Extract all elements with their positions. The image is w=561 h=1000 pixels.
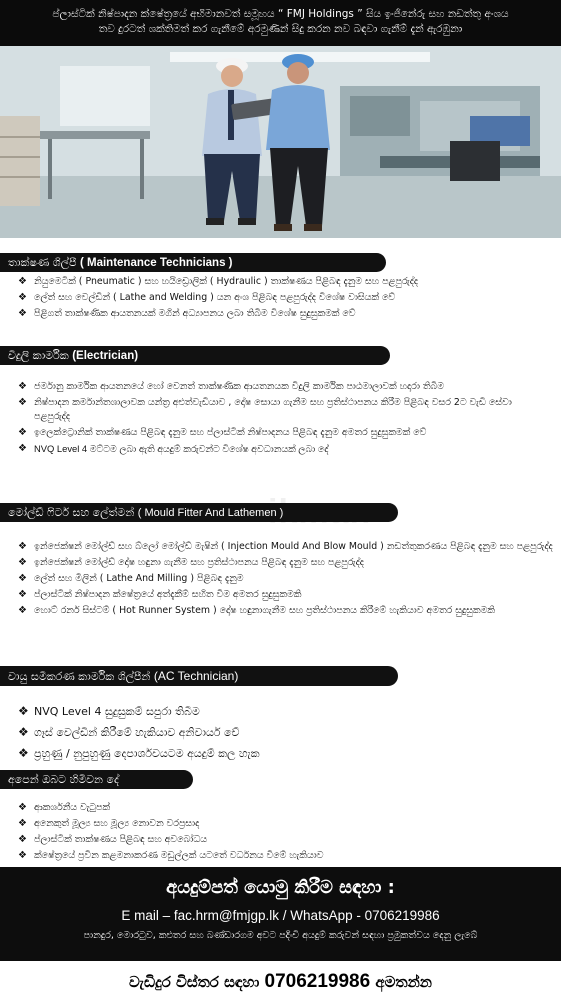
diamond-bullet-icon: ❖ (18, 589, 27, 600)
mould-title-en: ( Mould Fitter And Lathemen ) (137, 507, 284, 519)
list-item: ❖ ඉන්ජෙක්ෂන් මෝල්ඩ් දෝෂ හඳුනා ගැනීම සහ ප්‍රතිස්ථාපනය පිළිබඳ දැනුම සහ පළපුරුද්ද (18, 557, 364, 568)
list-item: ❖ ලේත් සහ මිලින් ( Lathe And Milling ) පිළිබඳ දැනුම (18, 573, 244, 584)
diamond-bullet-icon: ❖ (18, 381, 27, 392)
mould-list (18, 540, 554, 620)
header-line-2: තව දුරටත් ශක්තිමත් කර ගැනීමේ අරමුණින් සිදු කරන නව බඳවා ගැනීම් දැන් ඇරඹුනා (98, 23, 463, 35)
list-item: ❖ පිළිගත් තාක්ෂණික ආයතනයක් මගින් අධ්‍යාපනය ලබා තිබීම විශේෂ සුදුසුකමක් වේ (18, 308, 356, 319)
section-title-electrician (0, 346, 390, 365)
call-line (0, 967, 561, 997)
diamond-bullet-icon: ❖ (18, 557, 27, 568)
diamond-bullet-icon: ❖ (18, 541, 27, 552)
list-item: ❖ නියුමෙටික් ( Pneumatic ) සහ හයිඩ්‍රොලික් ( Hydraulic ) තාක්ෂණය පිළිබඳ දැනුම සහ පළපුරුද්ද (18, 276, 419, 287)
section-title-ac (0, 666, 398, 686)
factory-photo (0, 46, 561, 238)
diamond-bullet-icon: ❖ (18, 308, 27, 319)
list-item: ❖ NVQ Level 4 මට්ටම ලබා ඇති අයදුම් කරුවන්ට විශේෂ අවධානයක් ලබා දේ (18, 443, 329, 454)
diamond-bullet-icon: ❖ (18, 818, 27, 829)
diamond-bullet-icon: ❖ (18, 850, 27, 861)
diamond-bullet-icon: ❖ (18, 292, 27, 303)
factory-illustration (0, 46, 561, 238)
ac-title-en: (AC Technician) (153, 669, 239, 683)
header-banner (0, 0, 561, 46)
list-item: ❖ ප්ලාස්ටික් නිෂ්පාදන ක්ෂේත්‍රයේ අත්දැකීම් සහිත වීම අමතර සුදුසුකමකි (18, 589, 302, 600)
list-item: ❖ ක්ෂේත්‍රයේ ප්‍රවීන කළමනාකරණ මඩුල්ලක් යටතේ වර්ධනය වීමේ හැකියාව (18, 850, 324, 861)
diamond-bullet-icon: ❖ (18, 397, 27, 408)
list-item: ❖ NVQ Level 4 සුදුසුකම් සපුරා තිබීම (18, 702, 518, 721)
call-prefix: වැඩිදුර විස්තර සඳහා (129, 973, 260, 991)
maintenance-title-en: ( Maintenance Technicians ) (79, 257, 233, 269)
list-item: ❖ ඉලෙක්ට්‍රොනික් තාක්ෂණය පිළිබඳ දැනුම සහ ප්ලාස්ටික් නිෂ්පාදනය පිළිබඳ දැනුම අමතර සුදුසුකමක් වේ (18, 427, 427, 438)
list-item: ❖ ප්ලාස්ටික් තාක්ෂණය පිළිබඳ සහ අවබෝධය (18, 834, 208, 845)
ac-list (18, 702, 518, 765)
section-title-offer (0, 770, 193, 789)
maintenance-title-si: තාක්ෂණ ශිල්පී (8, 256, 77, 269)
diamond-bullet-icon: ❖ (18, 725, 29, 739)
offer-title-si: අපෙන් ඔබට හිමිවන දේ (8, 773, 119, 786)
ac-title-si: වායු සමීකරණ කාර්මික ශිල්පීන් (8, 670, 151, 683)
diamond-bullet-icon: ❖ (18, 802, 27, 813)
electrician-title-si: විදුලි කාර්මික (8, 349, 69, 362)
priority-note: පානදුර, මොරටුව, කළුතර සහ බණ්ඩාරගම අවට පදිංචි අයදුම් කරුවන් සඳහා ප්‍රමුකත්වය දෙනු ලැබේ (83, 930, 478, 941)
electrician-list (18, 380, 548, 459)
diamond-bullet-icon: ❖ (18, 443, 27, 454)
diamond-bullet-icon: ❖ (18, 704, 29, 718)
mould-title-si: මෝල්ඩ් ෆිටර් සහ ලේත්මන් (8, 506, 135, 519)
diamond-bullet-icon: ❖ (18, 605, 27, 616)
call-suffix: අමතන්න (375, 973, 432, 991)
phone-number[interactable]: 0706219986 (264, 971, 371, 992)
list-item: ❖ හොට් රනර් සිස්ටම් ( Hot Runner System ) දෝෂ හඳුනාගැනීම සහ ප්‍රතිස්ථාපනය කිරීමේ හැකියාව අමතර සුදුසුකමකි (18, 605, 495, 616)
diamond-bullet-icon: ❖ (18, 834, 27, 845)
diamond-bullet-icon: ❖ (18, 573, 27, 584)
list-item: ❖ අනෙකුත් මූල්‍ය සහ මූල්‍ය නොවන වරප්‍රසාද (18, 818, 200, 829)
list-item: ❖ ගෑස් වෙල්ඩින් කිරීමේ හැකියාව අනිවාර්ය වේ (18, 723, 518, 742)
list-item: ❖ ලේත් සහ වෙල්ඩින් ( Lathe and Welding ) යන අංශ පිළිබඳ පළපුරුද්ද විශේෂ වාසියක් වේ (18, 292, 396, 303)
application-footer (0, 867, 561, 961)
section-title-mould (0, 503, 398, 522)
contact-info[interactable]: E mail – fac.hrm@fmjgp.lk / WhatsApp - 0706219986 (121, 908, 440, 923)
list-item: ❖ ඉන්ජෙක්ෂන් මෝල්ඩ් සහ බ්ලෝ මෝල්ඩ් මැෂින් ( Injection Mould And Blow Mould ) නඩත්තුකරණය පිළිබඳ දැනුම සහ පළපුරුද්ද (18, 541, 553, 552)
offer-list (18, 801, 548, 865)
list-item: ❖ ප්‍රහුණු / නුපුහුණු දෙපාර්ශවයටම අයදුම් කල හැක (18, 744, 518, 763)
list-item: ❖ ආකර්ශනීය වැටුපක් (18, 802, 111, 813)
electrician-title-en: (Electrician) (72, 350, 139, 362)
section-title-maintenance (0, 253, 386, 272)
maintenance-list (18, 275, 548, 323)
diamond-bullet-icon: ❖ (18, 427, 27, 438)
diamond-bullet-icon: ❖ (18, 746, 29, 760)
list-item: ❖ නිෂ්පාදන කර්මාන්තශාලාවක යන්ත්‍ර අළුත්වැඩියාව , දෝෂ සොයා ගැනීම සහ ප්‍රතිස්ථාපනය කිරීම පිළිබඳ වසර 2ට වැඩි සේවා පළපුරුද්ද (18, 397, 512, 422)
diamond-bullet-icon: ❖ (18, 276, 27, 287)
header-line-1: ප්ලාස්ටික් නිෂ්පාදන ක්ෂේත්‍රයේ අභිමානවත් සමූහය “ FMJ Holdings ” සිය ඉංජිනේරු සහ නඩත්තු අංශය (52, 8, 509, 20)
footer-title: අයදුම්පත් යොමු කිරීම සඳහා : (166, 877, 395, 898)
list-item: ❖ ජර්මානු කාර්මික ආයතනයේ හෝ වෙනත් තාක්ෂණික ආයතනයක විදුලි කාර්මික පාඨමාලාවක් හදාරා තිබීම (18, 381, 444, 392)
